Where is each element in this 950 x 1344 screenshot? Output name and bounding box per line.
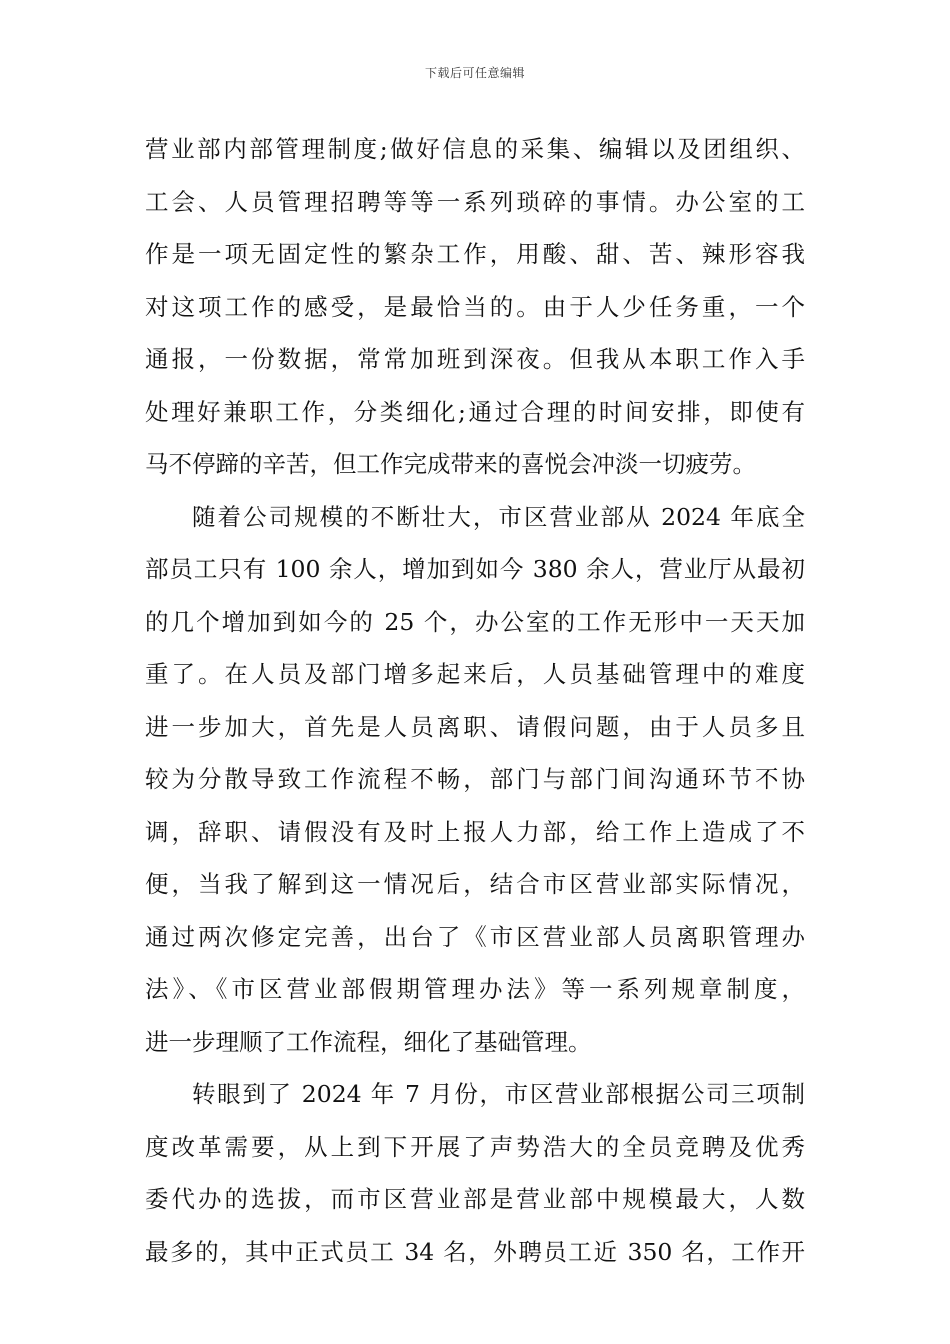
text-line: 的几个增加到如今的 25 个，办公室的工作无形中一天天加 xyxy=(145,607,805,636)
text-line: 作是一项无固定性的繁杂工作，用酸、甜、苦、辣形容我 xyxy=(145,240,805,268)
text-line: 对这项工作的感受，是最恰当的。由于人少任务重，一个 xyxy=(145,292,805,321)
text-line: 营业部内部管理制度;做好信息的采集、编辑以及团组织、 xyxy=(145,135,805,163)
text-line: 通过两次修定完善，出台了《市区营业部人员离职管理办 xyxy=(145,922,805,951)
text-line: 便，当我了解到这一情况后，结合市区营业部实际情况， xyxy=(145,870,805,898)
text-line: 最多的，其中正式员工 34 名，外聘员工近 350 名，工作开 xyxy=(145,1237,805,1266)
paragraph-2 xyxy=(145,491,805,1069)
text-line: 进一步加大，首先是人员离职、请假问题，由于人员多且 xyxy=(145,712,805,741)
text-line: 委代办的选拔，而市区营业部是营业部中规模最大，人数 xyxy=(145,1185,805,1213)
text-line: 通报，一份数据，常常加班到深夜。但我从本职工作入手 xyxy=(145,345,805,373)
document-body xyxy=(145,123,805,1278)
text-line: 马不停蹄的辛苦，但工作完成带来的喜悦会冲淡一切疲劳。 xyxy=(145,450,756,478)
text-line: 工会、人员管理招聘等等一系列琐碎的事情。办公室的工 xyxy=(145,187,805,216)
paragraph-3 xyxy=(145,1068,805,1278)
text-line: 随着公司规模的不断壮大，市区营业部从 2024 年底全 xyxy=(192,502,805,531)
paragraph-1 xyxy=(145,123,805,491)
text-line: 度改革需要，从上到下开展了声势浩大的全员竞聘及优秀 xyxy=(145,1132,805,1161)
text-line: 重了。在人员及部门增多起来后，人员基础管理中的难度 xyxy=(145,660,805,688)
page-header: 下载后可任意编辑 xyxy=(424,66,525,80)
text-line: 较为分散导致工作流程不畅，部门与部门间沟通环节不协 xyxy=(145,765,805,793)
text-line: 转眼到了 2024 年 7 月份，市区营业部根据公司三项制 xyxy=(192,1080,805,1108)
text-line: 调，辞职、请假没有及时上报人力部，给工作上造成了不 xyxy=(145,817,805,846)
text-line: 进一步理顺了工作流程，细化了基础管理。 xyxy=(145,1027,592,1056)
text-line: 部员工只有 100 余人，增加到如今 380 余人，营业厅从最初 xyxy=(145,555,805,583)
text-line: 处理好兼职工作，分类细化;通过合理的时间安排，即使有 xyxy=(145,397,805,426)
text-line: 法》、《市区营业部假期管理办法》等一系列规章制度， xyxy=(145,975,805,1003)
